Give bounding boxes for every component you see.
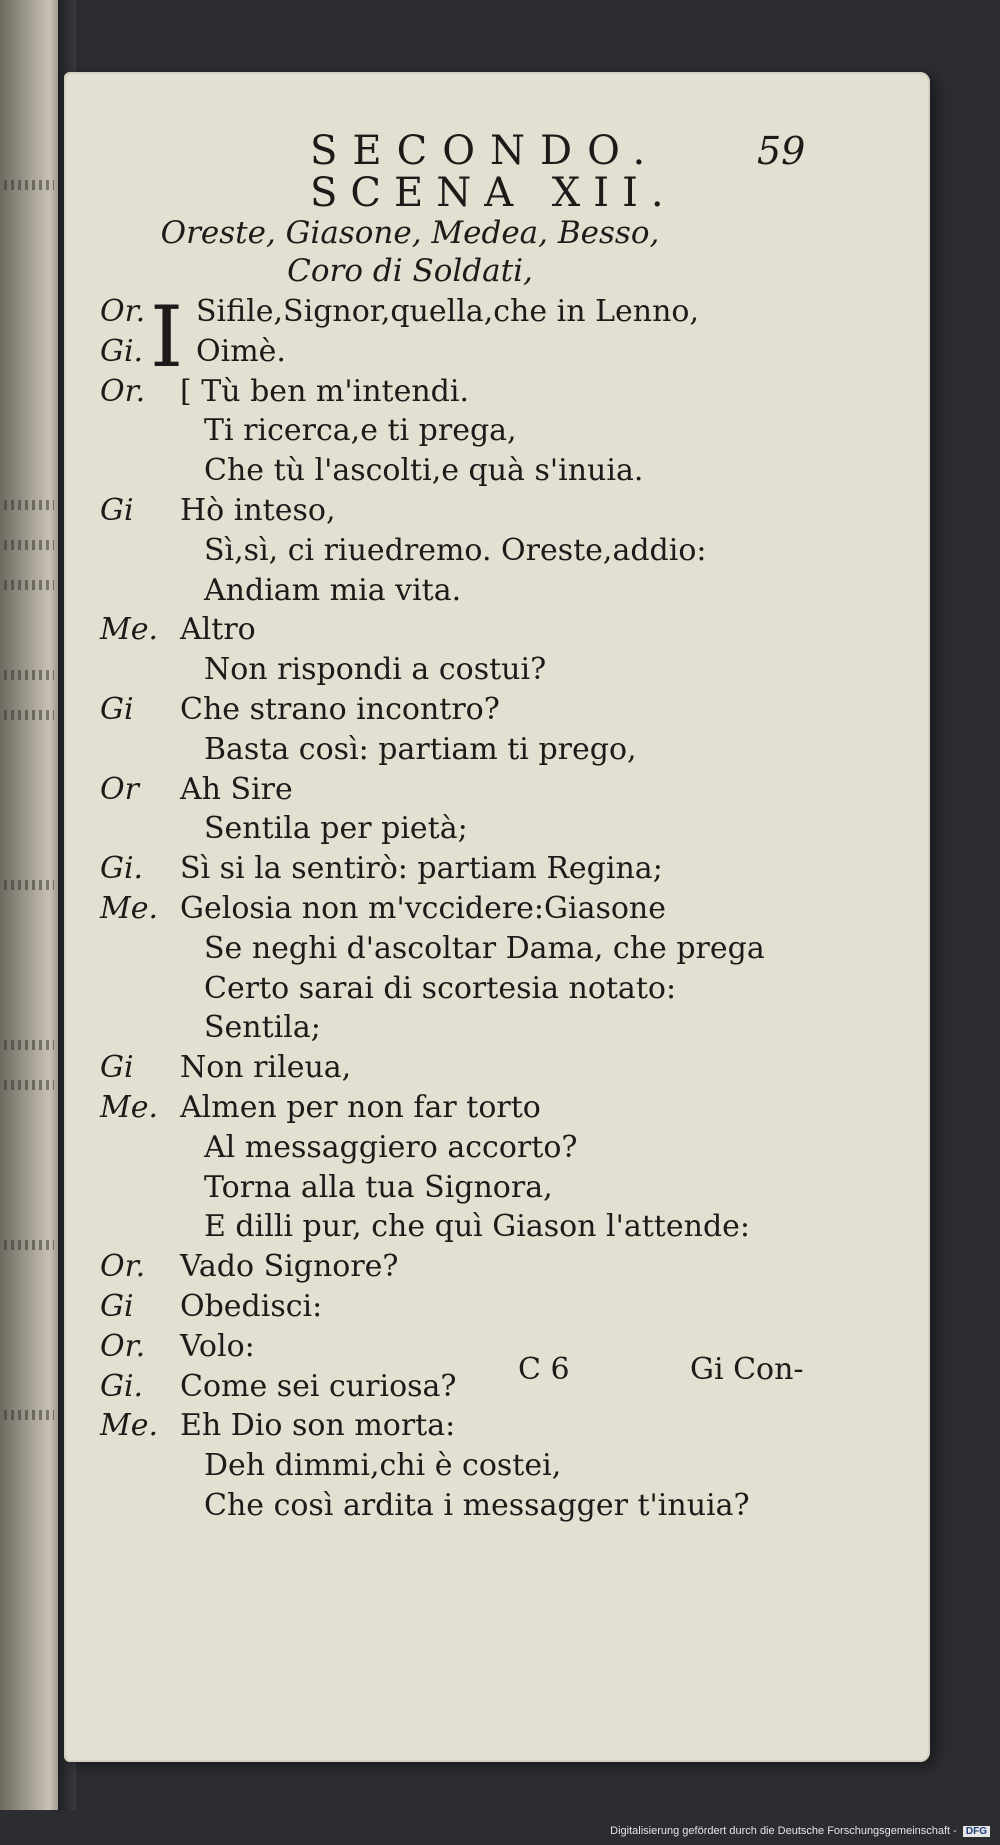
bleed-through-mark	[4, 500, 54, 510]
verse-text: Sifile,Signor,quella,che in Lenno,	[196, 294, 700, 329]
verse-line	[100, 690, 880, 730]
verse-line	[100, 929, 880, 969]
verse-line	[100, 1207, 880, 1247]
speaker-label: Or.	[100, 294, 146, 329]
verse-line	[100, 1128, 880, 1168]
speaker-label: Gi	[100, 1288, 134, 1324]
verse-line	[100, 451, 880, 491]
bleed-through-mark	[4, 1410, 54, 1420]
dfg-logo: DFG	[963, 1826, 990, 1837]
verse-line	[100, 1247, 880, 1287]
bleed-through-mark	[4, 540, 54, 550]
speaker-label: Me.	[100, 1408, 159, 1444]
bleed-through-mark	[4, 1080, 54, 1090]
scene-title: SCENA XII.	[310, 170, 677, 216]
verse-line	[100, 730, 880, 770]
verse-text: [ Tù ben m'intendi.	[180, 373, 469, 409]
verse-text: Sentila;	[204, 1010, 321, 1046]
speaker-label: Or.	[100, 1328, 146, 1364]
verse-text: Obedisci:	[180, 1288, 323, 1324]
verse-text: Che strano incontro?	[180, 691, 500, 727]
speaker-label: Gi.	[100, 851, 144, 887]
catchword: Gi Con-	[690, 1352, 804, 1387]
verse-text: Certo sarai di scortesia notato:	[204, 970, 677, 1006]
speaker-label: Gi	[100, 492, 134, 528]
page-footer	[100, 1350, 860, 1390]
speaker-label: Gi	[100, 1050, 134, 1086]
verse-text: Almen per non far torto	[180, 1089, 541, 1125]
verse-line	[100, 1088, 880, 1128]
verse-text: Volo:	[180, 1328, 255, 1364]
verse-text: Torna alla tua Signora,	[204, 1169, 553, 1205]
speaker-label: Or.	[100, 1249, 146, 1285]
verse-line	[100, 610, 880, 650]
verse-line	[100, 889, 880, 929]
bleed-through-mark	[4, 880, 54, 890]
book-page	[64, 72, 930, 1762]
speaker-label: Me.	[100, 1089, 159, 1125]
verse-text: Al messaggiero accorto?	[204, 1129, 578, 1165]
speaker-label: Gi.	[100, 1368, 144, 1404]
speaker-label: Me.	[100, 890, 159, 926]
verse-text: Ti ricerca,e ti prega,	[204, 413, 517, 449]
verse-text: Deh dimmi,chi è costei,	[204, 1448, 562, 1484]
verse-text: Altro	[180, 612, 256, 648]
verse-text: Che così ardita i messagger t'inuia?	[204, 1487, 750, 1523]
verse-line	[100, 531, 880, 571]
verse-line	[100, 1446, 880, 1486]
verse-text: Sì,sì, ci riuedremo. Oreste,addio:	[204, 532, 707, 568]
verse-line	[100, 1287, 880, 1327]
verse-line	[100, 292, 880, 332]
verse-text: Se neghi d'ascoltar Dama, che prega	[204, 930, 765, 966]
verse-text: E dilli pur, che quì Giason l'attende:	[204, 1209, 751, 1245]
running-head: SECONDO.	[310, 128, 661, 174]
verse-text: Basta così: partiam ti prego,	[204, 731, 637, 767]
verse-line	[100, 1486, 880, 1526]
verse-line	[100, 650, 880, 690]
bleed-through-mark	[4, 580, 54, 590]
verse-text: Hò inteso,	[180, 492, 336, 528]
verse-line	[100, 372, 880, 412]
verse-line	[100, 411, 880, 451]
speaker-label: Gi.	[100, 333, 144, 369]
bleed-through-mark	[4, 670, 54, 680]
cast-line: Oreste, Giasone, Medea, Besso,	[160, 215, 660, 251]
digitization-credit	[610, 1825, 990, 1837]
drop-cap: I	[150, 288, 184, 386]
speaker-label: Or	[100, 771, 139, 807]
verse-line	[100, 571, 880, 611]
cast-list	[100, 214, 720, 290]
verse-line	[100, 1406, 880, 1446]
verse-text: Non rileua,	[180, 1050, 352, 1086]
verse-text: Vado Signore?	[180, 1249, 399, 1285]
bleed-through-mark	[4, 710, 54, 720]
left-page-edge	[0, 0, 62, 1810]
speaker-label: Gi	[100, 691, 134, 727]
credit-text: Digitalisierung gefördert durch die Deutsche Forschungsgemeinschaft -	[610, 1825, 957, 1837]
verse-line	[100, 1168, 880, 1208]
verse-text: Sì si la sentirò: partiam Regina;	[180, 851, 663, 887]
verse-line	[100, 770, 880, 810]
verse-line	[100, 1048, 880, 1088]
speaker-label: Me.	[100, 612, 159, 648]
verse-text: Ah Sire	[180, 771, 293, 807]
bleed-through-mark	[4, 1040, 54, 1050]
verse-line	[100, 849, 880, 889]
bleed-through-mark	[4, 1240, 54, 1250]
dialogue-block	[100, 288, 880, 1526]
verse-text: Sentila per pietà;	[204, 811, 468, 847]
cast-line: Coro di Soldati,	[287, 253, 533, 289]
verse-text: Andiam mia vita.	[204, 572, 462, 608]
speaker-label: Or.	[100, 373, 146, 409]
verse-line	[100, 969, 880, 1009]
verse-text: Eh Dio son morta:	[180, 1408, 456, 1444]
signature-mark: C 6	[518, 1352, 570, 1387]
verse-line	[100, 1008, 880, 1048]
verse-line	[100, 491, 880, 531]
verse-text: Gelosia non m'vccidere:Giasone	[180, 890, 667, 926]
verse-text: Non rispondi a costui?	[204, 652, 547, 688]
verse-text: Come sei curiosa?	[180, 1368, 457, 1404]
page-number: 59	[757, 129, 806, 173]
verse-line	[100, 809, 880, 849]
bleed-through-mark	[4, 180, 54, 190]
verse-text: Che tù l'ascolti,e quà s'inuia.	[204, 453, 644, 489]
verse-line	[100, 332, 880, 372]
verse-text: Oimè.	[196, 333, 286, 369]
